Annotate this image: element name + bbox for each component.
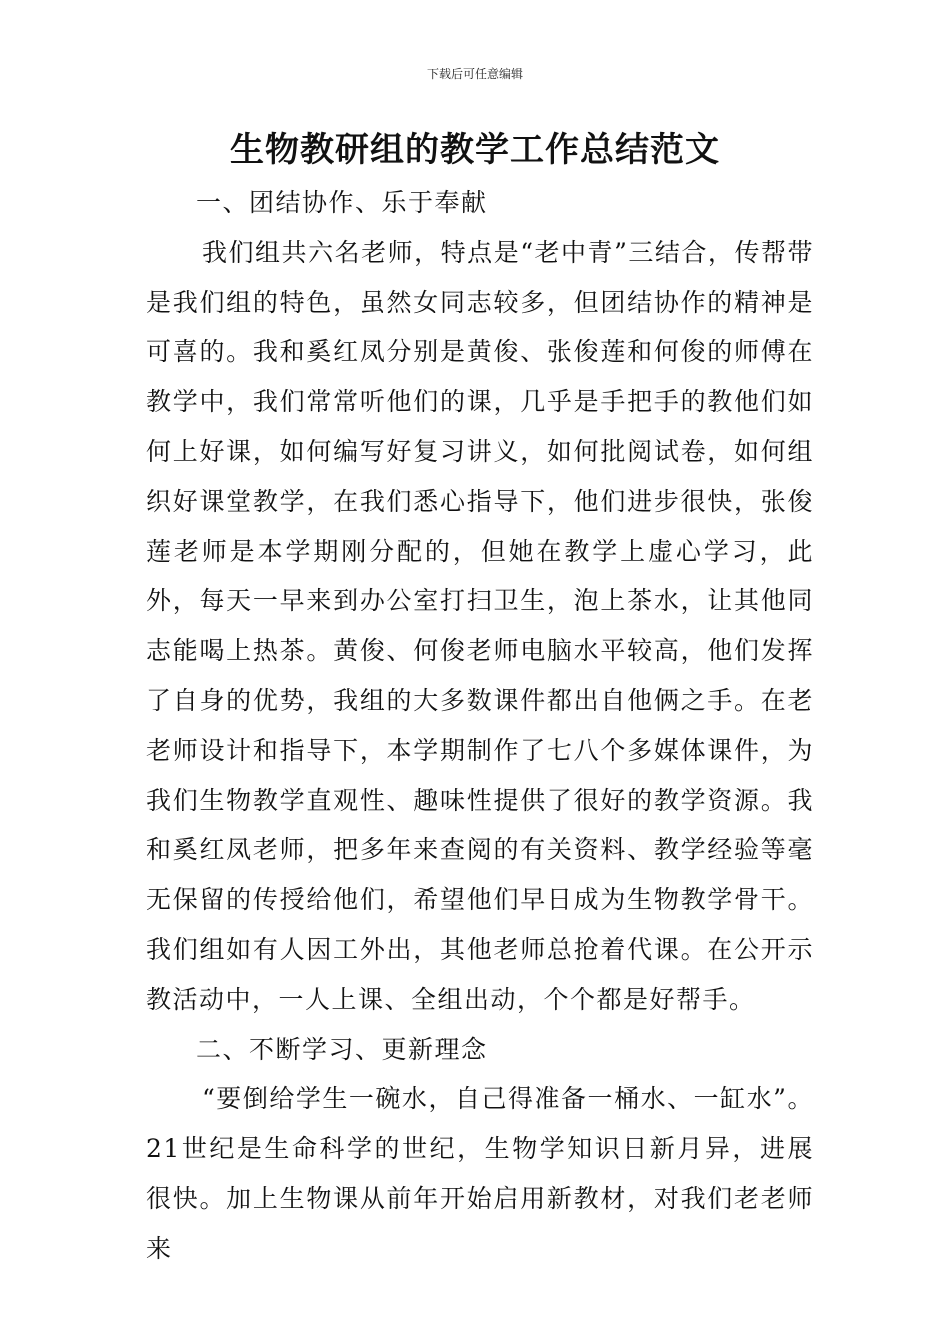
section-heading-2: 二、不断学习、更新理念 <box>196 1034 488 1064</box>
document-title: 生物教研组的教学工作总结范文 <box>230 130 720 170</box>
section-paragraph-1: 我们组共六名老师，特点是“老中青”三结合，传帮带是我们组的特色，虽然女同志较多，但团结协作的精神是可喜的。我和奚红凤分别是黄俊、张俊莲和何俊的师傅在教学中，我们常常听他们的课，几乎是手把手的教他们如何上好课，如何编写好复习讲义，如何批阅试卷，如何组织好课堂教学，在我们悉心指导下，他们进步很快，张俊莲老师是本学期刚分配的，但她在教学上虚心学习，此外，每天一早来到办公室打扫卫生，泡上茶水，让其他同志能喝上热茶。黄俊、何俊老师电脑水平较高，他们发挥了自身的优势，我组的大多数课件都出自他俩之手。在老老师设计和指导下，本学期制作了七八个多媒体课件，为我们生物教学直观性、趣味性提供了很好的教学资源。我和奚红凤老师，把多年来查阅的有关资料、教学经验等毫无保留的传授给他们，希望他们早日成为生物教学骨干。我们组如有人因工外出，其他老师总抢着代课。在公开示教活动中，一人上课、全组出动，个个都是好帮手。 <box>146 237 814 1014</box>
header-note: 下载后可任意编辑 <box>426 67 523 81</box>
section-paragraph-2: “要倒给学生一碗水，自己得准备一桶水、一缸水”。21世纪是生命科学的世纪，生物学知识日新月异，进展很快。加上生物课从前年开始启用新教材，对我们老老师来 <box>146 1084 814 1263</box>
section-heading-1: 一、团结协作、乐于奉献 <box>196 188 488 217</box>
document-body <box>146 178 814 1274</box>
